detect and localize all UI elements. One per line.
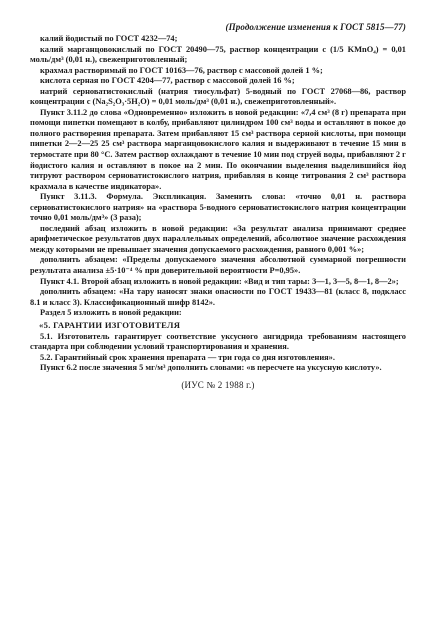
paragraph: последний абзац изложить в новой редакции: «За результат анализа принимают среднее арифметическое результатов двух параллельных определений, абсолютное значение расхождения между которыми не превышает значения допускаемого расхождения, равного 0,001 %»; [30,223,406,254]
paragraph: Пункт 3.11.2 до слова «Одновременно» изложить в новой редакции: «7,4 см³ (8 г) препарата при помощи пипетки помещают в колбу, прибавляют цилиндром 100 см³ воды и оставляют в покое до полного растворения препарата. Затем прибавляют 15 см³ раствора серной кислоты, при помощи пипетки 2—2—25 25 см³ раствора марганцовокислого калия и выдерживают в течение 15 мин в термостате при 80 °С. Затем раствор охлаждают в течение 10 мин под струей воды, прибавляют 2 г йодистого калия и оставляют в покое на 2 мин. По окончании выделения выделившийся йод титруют раствором серноватистокислого натрия, прибавляя в конце титрования 2 см³ раствора крахмала в качестве индикатора». [30,107,406,191]
publication-reference: (ИУС № 2 1988 г.) [181,379,255,390]
paragraph: дополнить абзацем: «Пределы допускаемого значения абсолютной суммарной погрешности результата анализа ±5·10⁻⁴ % при доверительной вероятности Р=0,95». [30,255,406,276]
paragraph: Пункт 6.2 после значения 5 мг/м³ дополнить словами: «в пересчете на уксусную кислоту». [40,363,382,373]
section-title: «5. ГАРАНТИИ ИЗГОТОВИТЕЛЯ [39,319,181,330]
paragraph: калий йодистый по ГОСТ 4232—74; [40,34,178,43]
page-header: (Продолжение изменения к ГОСТ 5815—77) [225,22,406,32]
paragraph: калий марганцовокислый по ГОСТ 20490—75, раствор концентрации с (1/5 KMnO₄) = 0,01 моль/дм³ (0,01 н.), свежеприготовленный; [30,44,406,65]
paragraph: Пункт 4.1. Второй абзац изложить в новой редакции: «Вид и тип тары: 3—1, 3—5, 8—1, 8—2»; [40,276,399,286]
paragraph: дополнить абзацем: «На тару наносят знаки опасности по ГОСТ 19433—81 (класс 8, подкласс 8.1 и класс 3). Классификационный шифр 8142». [30,287,406,307]
paragraph: 5.1. Изготовитель гарантирует соответствие уксусного ангидрида требованиям настоящего стандарта при соблюдении условий транспортирования и хранения. [30,331,406,352]
paragraph: Раздел 5 изложить в новой редакции: [40,308,182,318]
paragraph: кислота серная по ГОСТ 4204—77, раствор с массовой долей 16 %; [40,76,295,86]
paragraph: Пункт 3.11.3. Формула. Экспликация. Заменить слова: «точно 0,01 н. раствора серноватистокислого натрия» на «раствора 5-водного серноватистокислого натрия концентрации точно 0,01 моль/дм³» (3 раза); [30,192,406,223]
paragraph: натрий серноватистокислый (натрия тиосульфат) 5-водный по ГОСТ 27068—86, раствор концентрации с (Na₂S₂O₃·5H₂O) = 0,01 моль/дм³ (0,01 н.), свежеприготовленный». [30,86,406,107]
paragraph: крахмал растворимый по ГОСТ 10163—76, раствор с массовой долей 1 %; [40,65,323,75]
paragraph: 5.2. Гарантийный срок хранения препарата — три года со дня изготовления». [40,352,335,362]
